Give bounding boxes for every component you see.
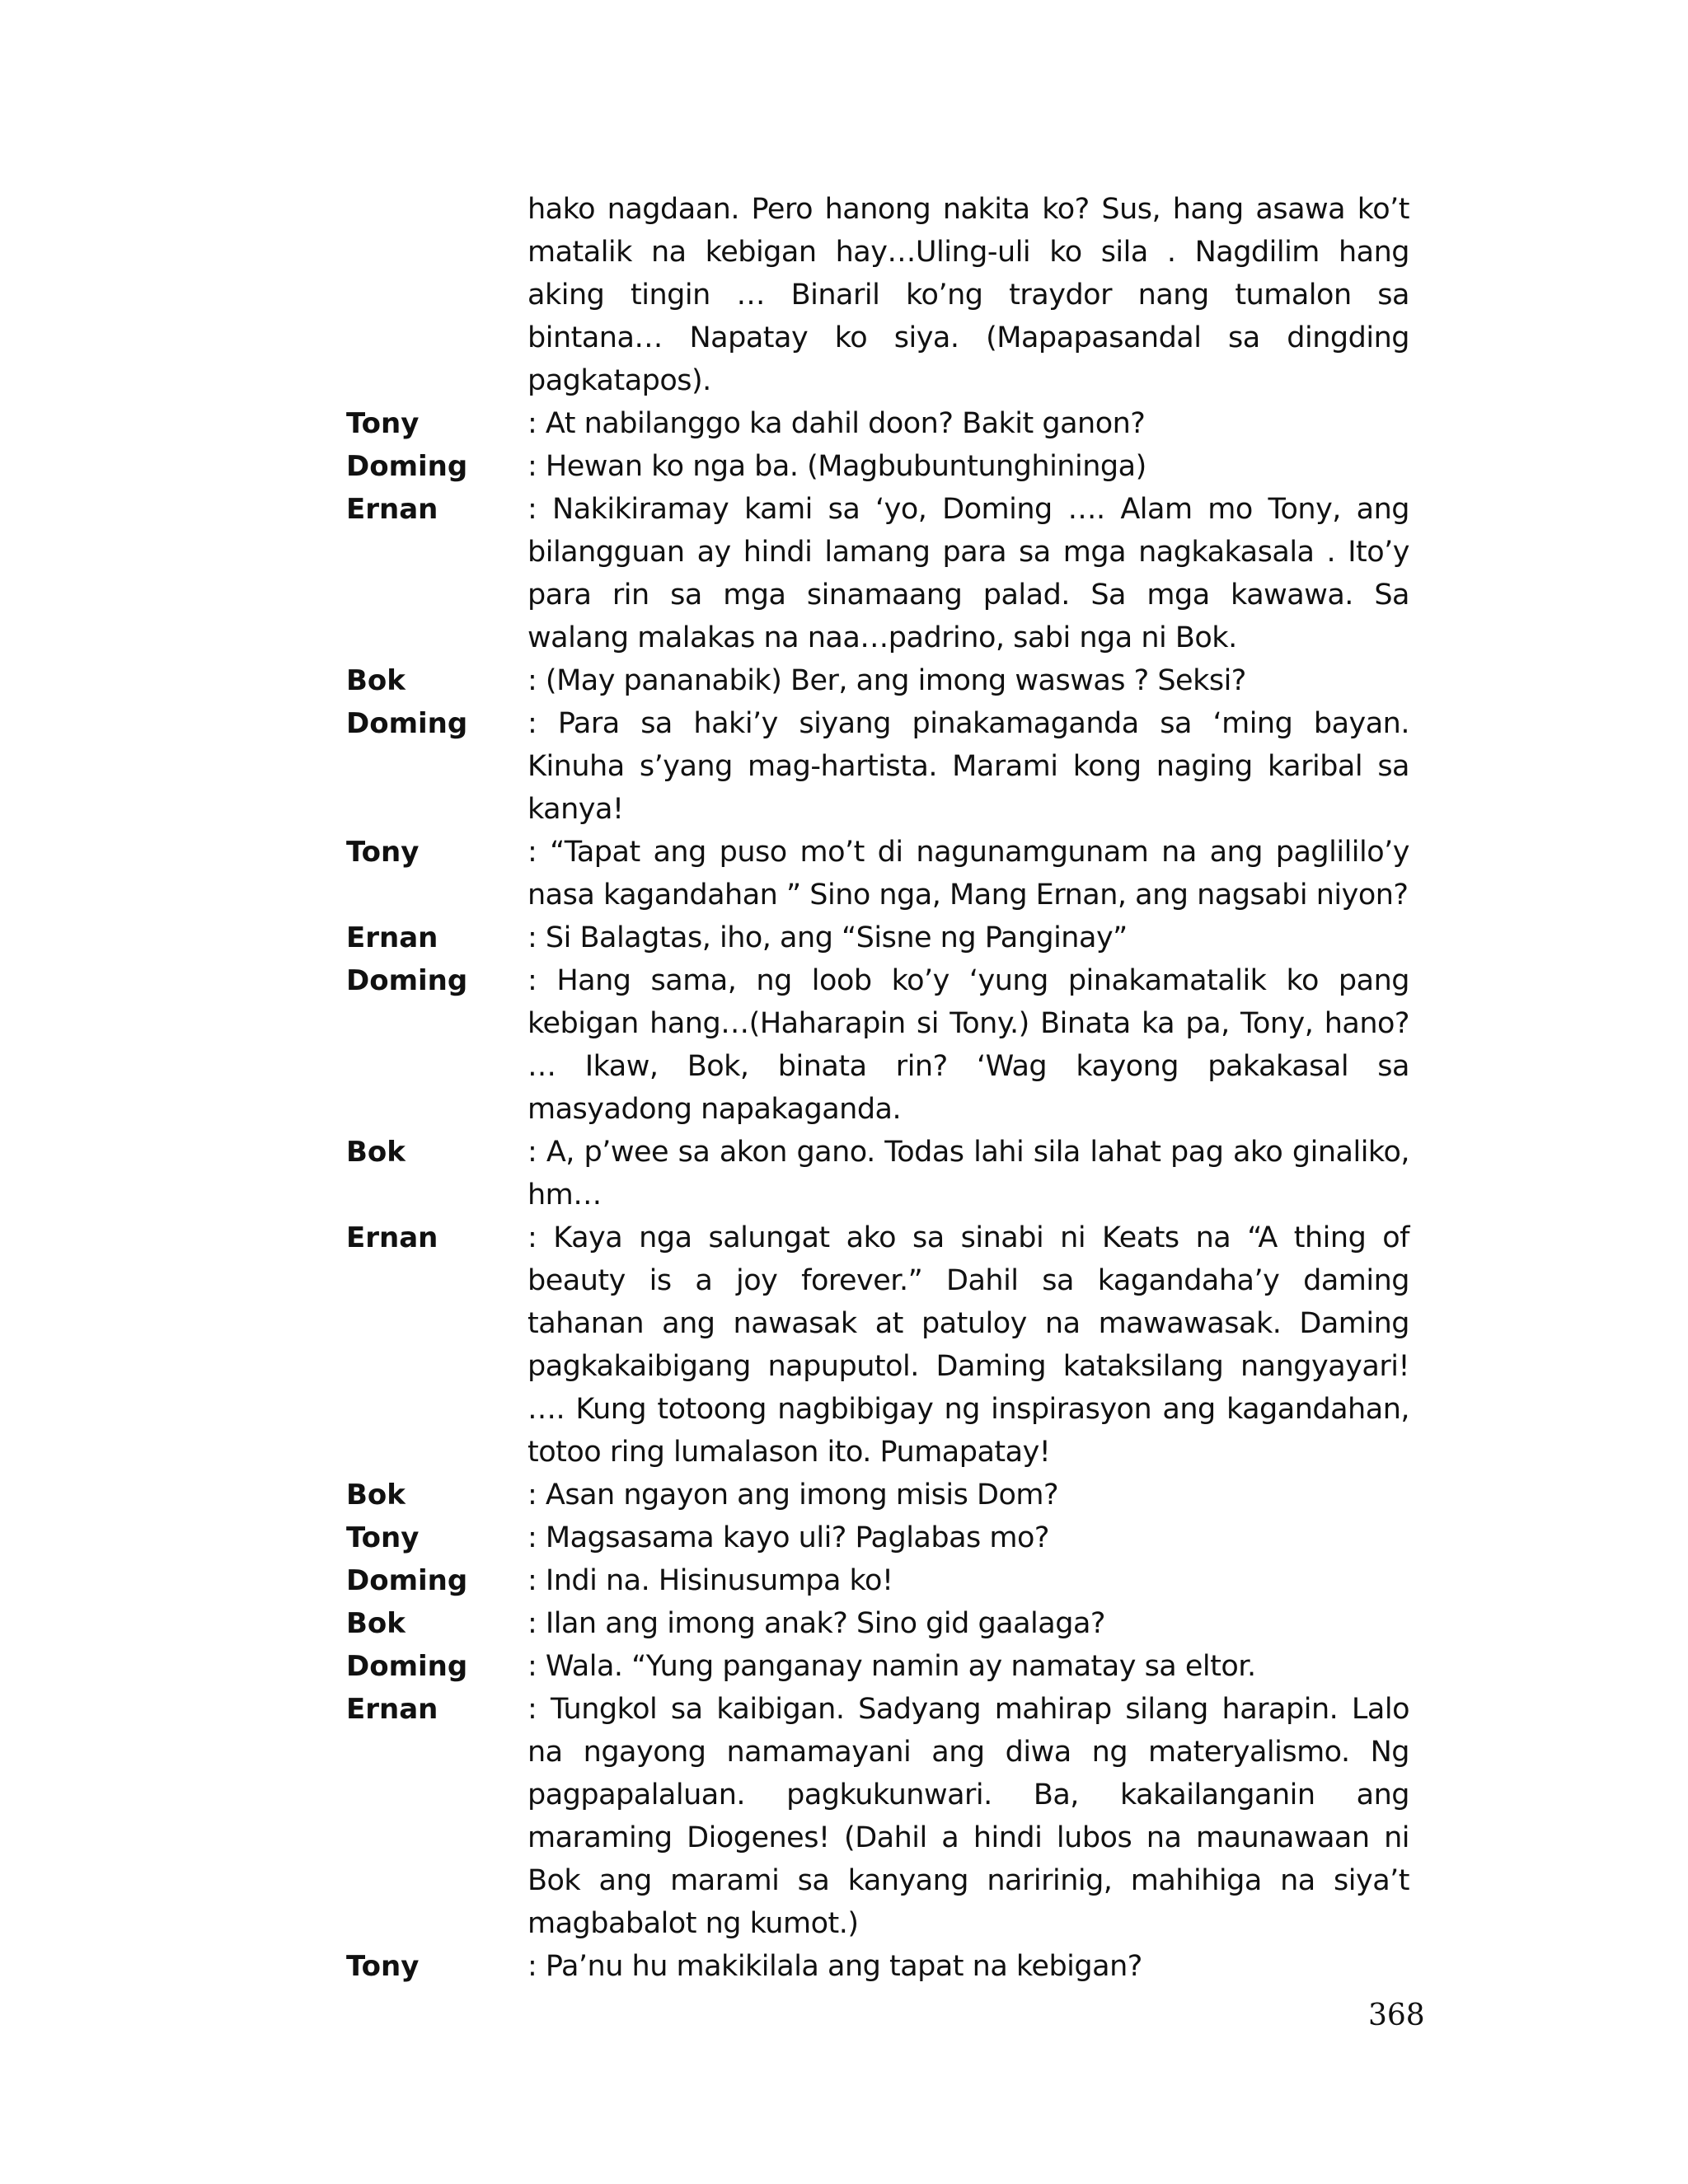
speech-text: : (May pananabik) Ber, ang imong waswas ? Seksi? xyxy=(528,664,1246,697)
speaker-name: Ernan xyxy=(346,921,438,954)
dialogue-line xyxy=(346,1645,1409,1688)
dialogue-line xyxy=(346,1945,1409,1988)
dialogue-line xyxy=(346,702,1409,831)
speech-text: : Magsasama kayo uli? Paglabas mo? xyxy=(528,1521,1049,1554)
speaker-name: Bok xyxy=(346,1136,406,1169)
speech-text: : Pa’nu hu makikilala ang tapat na kebigan? xyxy=(528,1950,1142,1983)
speech-text: : At nabilanggo ka dahil doon? Bakit ganon? xyxy=(528,407,1146,440)
dialogue-line xyxy=(346,1474,1409,1516)
speaker-name: Tony xyxy=(346,1950,420,1983)
dialogue-line xyxy=(346,445,1409,488)
speech-text: : Wala. “Yung panganay namin ay namatay sa eltor. xyxy=(528,1650,1256,1683)
play-script xyxy=(346,188,1409,1988)
speaker-name: Doming xyxy=(346,707,468,740)
dialogue-line xyxy=(346,488,1409,659)
speech-text: : Hewan ko nga ba. (Magbubuntunghininga) xyxy=(528,450,1146,483)
dialogue-line xyxy=(346,1131,1409,1216)
dialogue-line xyxy=(346,1602,1409,1645)
speech-text: : Nakikiramay kami sa ‘yo, Doming …. Alam mo Tony, ang bilangguan ay hindi lamang para sa mga nagkakasala . Ito’y para rin sa mga sinamaang palad. Sa mga kawawa. Sa walang malakas na naa…padrino, sabi nga ni Bok. xyxy=(528,493,1409,654)
speech-text: hako nagdaan. Pero hanong nakita ko? Sus, hang asawa ko’t matalik na kebigan hay…Uling-uli ko sila . Nagdilim hang aking tingin … Binaril ko’ng traydor nang tumalon sa bintana… Napatay ko siya. (Mapapasandal sa dingding pagkatapos). xyxy=(528,193,1409,397)
speech-text: : “Tapat ang puso mo’t di nagunamgunam na ang paglililo’y nasa kagandahan ” Sino nga, Mang Ernan, ang nagsabi niyon? xyxy=(528,836,1409,912)
dialogue-line xyxy=(346,1216,1409,1474)
dialogue-line xyxy=(346,659,1409,702)
dialogue-line xyxy=(346,831,1409,916)
speaker-name: Ernan xyxy=(346,1693,438,1726)
page-number: 368 xyxy=(1368,1999,1425,2032)
speaker-name: Bok xyxy=(346,1607,406,1640)
dialogue-line xyxy=(346,1559,1409,1602)
speech-text: : Si Balagtas, iho, ang “Sisne ng Panginay” xyxy=(528,921,1128,954)
speaker-name: Tony xyxy=(346,1521,420,1554)
dialogue-line xyxy=(346,959,1409,1131)
speech-text: : Hang sama, ng loob ko’y ‘yung pinakamatalik ko pang kebigan hang…(Haharapin si Tony.) Binata ka pa, Tony, hano? … Ikaw, Bok, binata rin? ‘Wag kayong pakakasal sa masyadong napakaganda. xyxy=(528,964,1409,1126)
speech-text: : Ilan ang imong anak? Sino gid gaalaga? xyxy=(528,1607,1105,1640)
dialogue-line xyxy=(346,916,1409,959)
speech-text: : Para sa haki’y siyang pinakamaganda sa ‘ming bayan. Kinuha s’yang mag-hartista. Marami kong naging karibal sa kanya! xyxy=(528,707,1409,826)
dialogue-line xyxy=(346,1516,1409,1559)
dialogue-line xyxy=(346,1688,1409,1945)
speaker-name: Tony xyxy=(346,407,420,440)
speaker-name: Tony xyxy=(346,836,420,869)
speaker-name: Doming xyxy=(346,1650,468,1683)
speaker-name: Bok xyxy=(346,1479,406,1511)
speaker-name: Doming xyxy=(346,964,468,997)
speaker-name: Bok xyxy=(346,664,406,697)
dialogue-line xyxy=(346,402,1409,445)
speaker-name: Doming xyxy=(346,450,468,483)
speech-text: : Asan ngayon ang imong misis Dom? xyxy=(528,1479,1059,1511)
speaker-name: Ernan xyxy=(346,1221,438,1254)
speech-text: : Indi na. Hisinusumpa ko! xyxy=(528,1564,893,1597)
speech-text: : Kaya nga salungat ako sa sinabi ni Keats na “A thing of beauty is a joy forever.” Dahil sa kagandaha’y daming tahanan ang nawasak at patuloy na mawawasak. Daming pagkakaibigang napuputol. Daming kataksilang nangyayari! …. Kung totoong nagbibigay ng inspirasyon ang kagandahan, totoo ring lumalason ito. Pumapatay! xyxy=(528,1221,1409,1469)
speaker-name: Doming xyxy=(346,1564,468,1597)
speaker-name: Ernan xyxy=(346,493,438,526)
dialogue-line xyxy=(346,188,1409,402)
speech-text: : Tungkol sa kaibigan. Sadyang mahirap silang harapin. Lalo na ngayong namamayani ang diwa ng materyalismo. Ng pagpapalaluan. pagkukunwari. Ba, kakailanganin ang maraming Diogenes! (Dahil a hindi lubos na maunawaan ni Bok ang marami sa kanyang naririnig, mahihiga na siya’t magbabalot ng kumot.) xyxy=(528,1693,1409,1940)
speech-text: : A, p’wee sa akon gano. Todas lahi sila lahat pag ako ginaliko, hm… xyxy=(528,1136,1409,1212)
